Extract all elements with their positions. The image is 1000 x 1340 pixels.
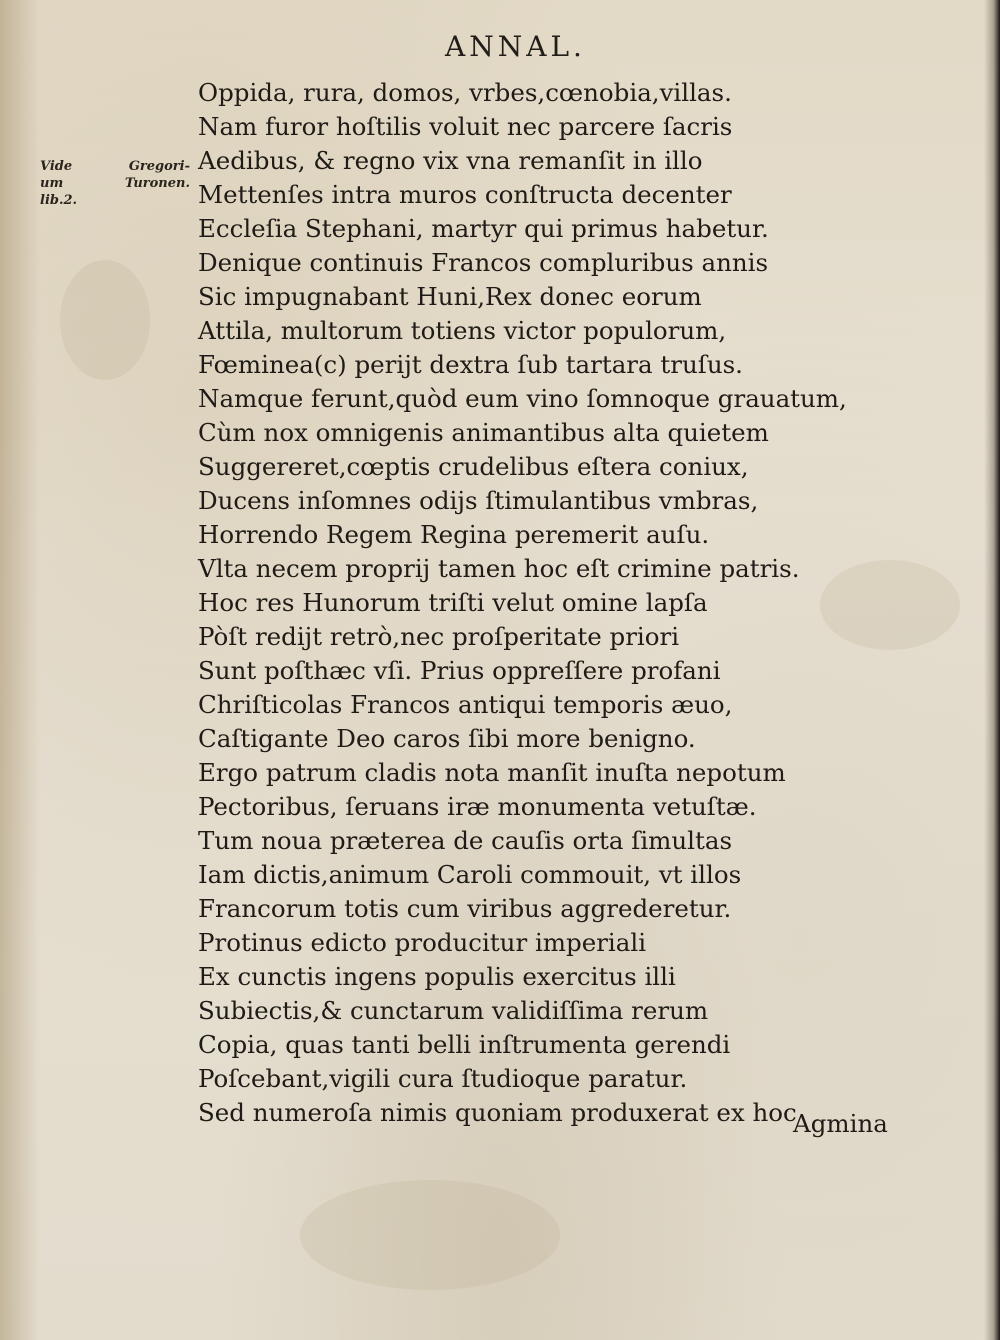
verse-text-block bbox=[198, 76, 888, 1130]
verse-line: Sed numeroſa nimis quoniam produxerat ex hoc bbox=[198, 1098, 797, 1127]
verse-line: Tum noua præterea de cauſis orta ſimultas bbox=[198, 826, 733, 855]
verse-line: Aedibus, & regno vix vna remanſit in illo bbox=[198, 146, 703, 175]
verse-line: Suggereret,cœptis crudelibus eſtera coniux, bbox=[198, 452, 749, 481]
verse-line: Cùm nox omnigenis animantibus alta quietem bbox=[198, 418, 769, 447]
verse-line: Pòſt redijt retrò,nec proſperitate priori bbox=[198, 622, 680, 651]
verse-line: Horrendo Regem Regina peremerit auſu. bbox=[198, 520, 710, 549]
marginal-note-line: Vide Gregori- bbox=[40, 159, 190, 174]
verse-line: Ergo patrum cladis nota manſit inuſta nepotum bbox=[198, 758, 786, 787]
verse-line: Oppida, rura, domos, vrbes,cœnobia,villas. bbox=[198, 78, 732, 107]
verse-line: Ex cunctis ingens populis exercitus illi bbox=[198, 962, 676, 991]
verse-line: Francorum totis cum viribus aggrederetur. bbox=[198, 894, 732, 923]
verse-line: Chriſticolas Francos antiqui temporis æuo, bbox=[198, 690, 733, 719]
catchword: Agmina bbox=[793, 1109, 888, 1138]
page-gutter-shadow bbox=[0, 0, 40, 1340]
page-edge-shadow bbox=[984, 0, 1000, 1340]
verse-line: Sic impugnabant Huni,Rex donec eorum bbox=[198, 282, 702, 311]
verse-line: Attila, multorum totiens victor populorum, bbox=[198, 316, 727, 345]
marginal-note bbox=[40, 158, 200, 209]
verse-line: Ducens inſomnes odijs ſtimulantibus vmbras, bbox=[198, 486, 759, 515]
verse-line: Fœminea(c) perijt dextra ſub tartara truſus. bbox=[198, 350, 743, 379]
verse-line: Subiectis,& cunctarum validiſſima rerum bbox=[198, 996, 709, 1025]
verse-line: Namque ferunt,quòd eum vino ſomnoque grauatum, bbox=[198, 384, 847, 413]
verse-line: Eccleſia Stephani, martyr qui primus habetur. bbox=[198, 214, 769, 243]
verse-line: Nam furor hoſtilis voluit nec parcere ſacris bbox=[198, 112, 733, 141]
paper-stain bbox=[60, 260, 150, 380]
verse-line: Sunt poſthæc vſi. Prius oppreſſere profani bbox=[198, 656, 721, 685]
running-header: ANNAL. bbox=[445, 30, 586, 63]
verse-line: Iam dictis,animum Caroli commouit, vt illos bbox=[198, 860, 742, 889]
verse-line: Denique continuis Francos compluribus annis bbox=[198, 248, 769, 277]
marginal-note-line: lib.2. bbox=[40, 193, 78, 208]
verse-line: Poſcebant,vigili cura ſtudioque paratur. bbox=[198, 1064, 688, 1093]
marginal-note-line: um Turonen. bbox=[40, 176, 190, 191]
paper-stain bbox=[300, 1180, 560, 1290]
verse-line: Caſtigante Deo caros ſibi more benigno. bbox=[198, 724, 696, 753]
verse-line: Mettenſes intra muros conſtructa decenter bbox=[198, 180, 732, 209]
verse-line: Protinus edicto producitur imperiali bbox=[198, 928, 647, 957]
verse-line: Pectoribus, ſeruans iræ monumenta vetuſtæ. bbox=[198, 792, 757, 821]
verse-line: Copia, quas tanti belli inſtrumenta gerendi bbox=[198, 1030, 731, 1059]
verse-line: Vlta necem proprij tamen hoc eſt crimine patris. bbox=[198, 554, 800, 583]
verse-line: Hoc res Hunorum triſti velut omine lapſa bbox=[198, 588, 708, 617]
